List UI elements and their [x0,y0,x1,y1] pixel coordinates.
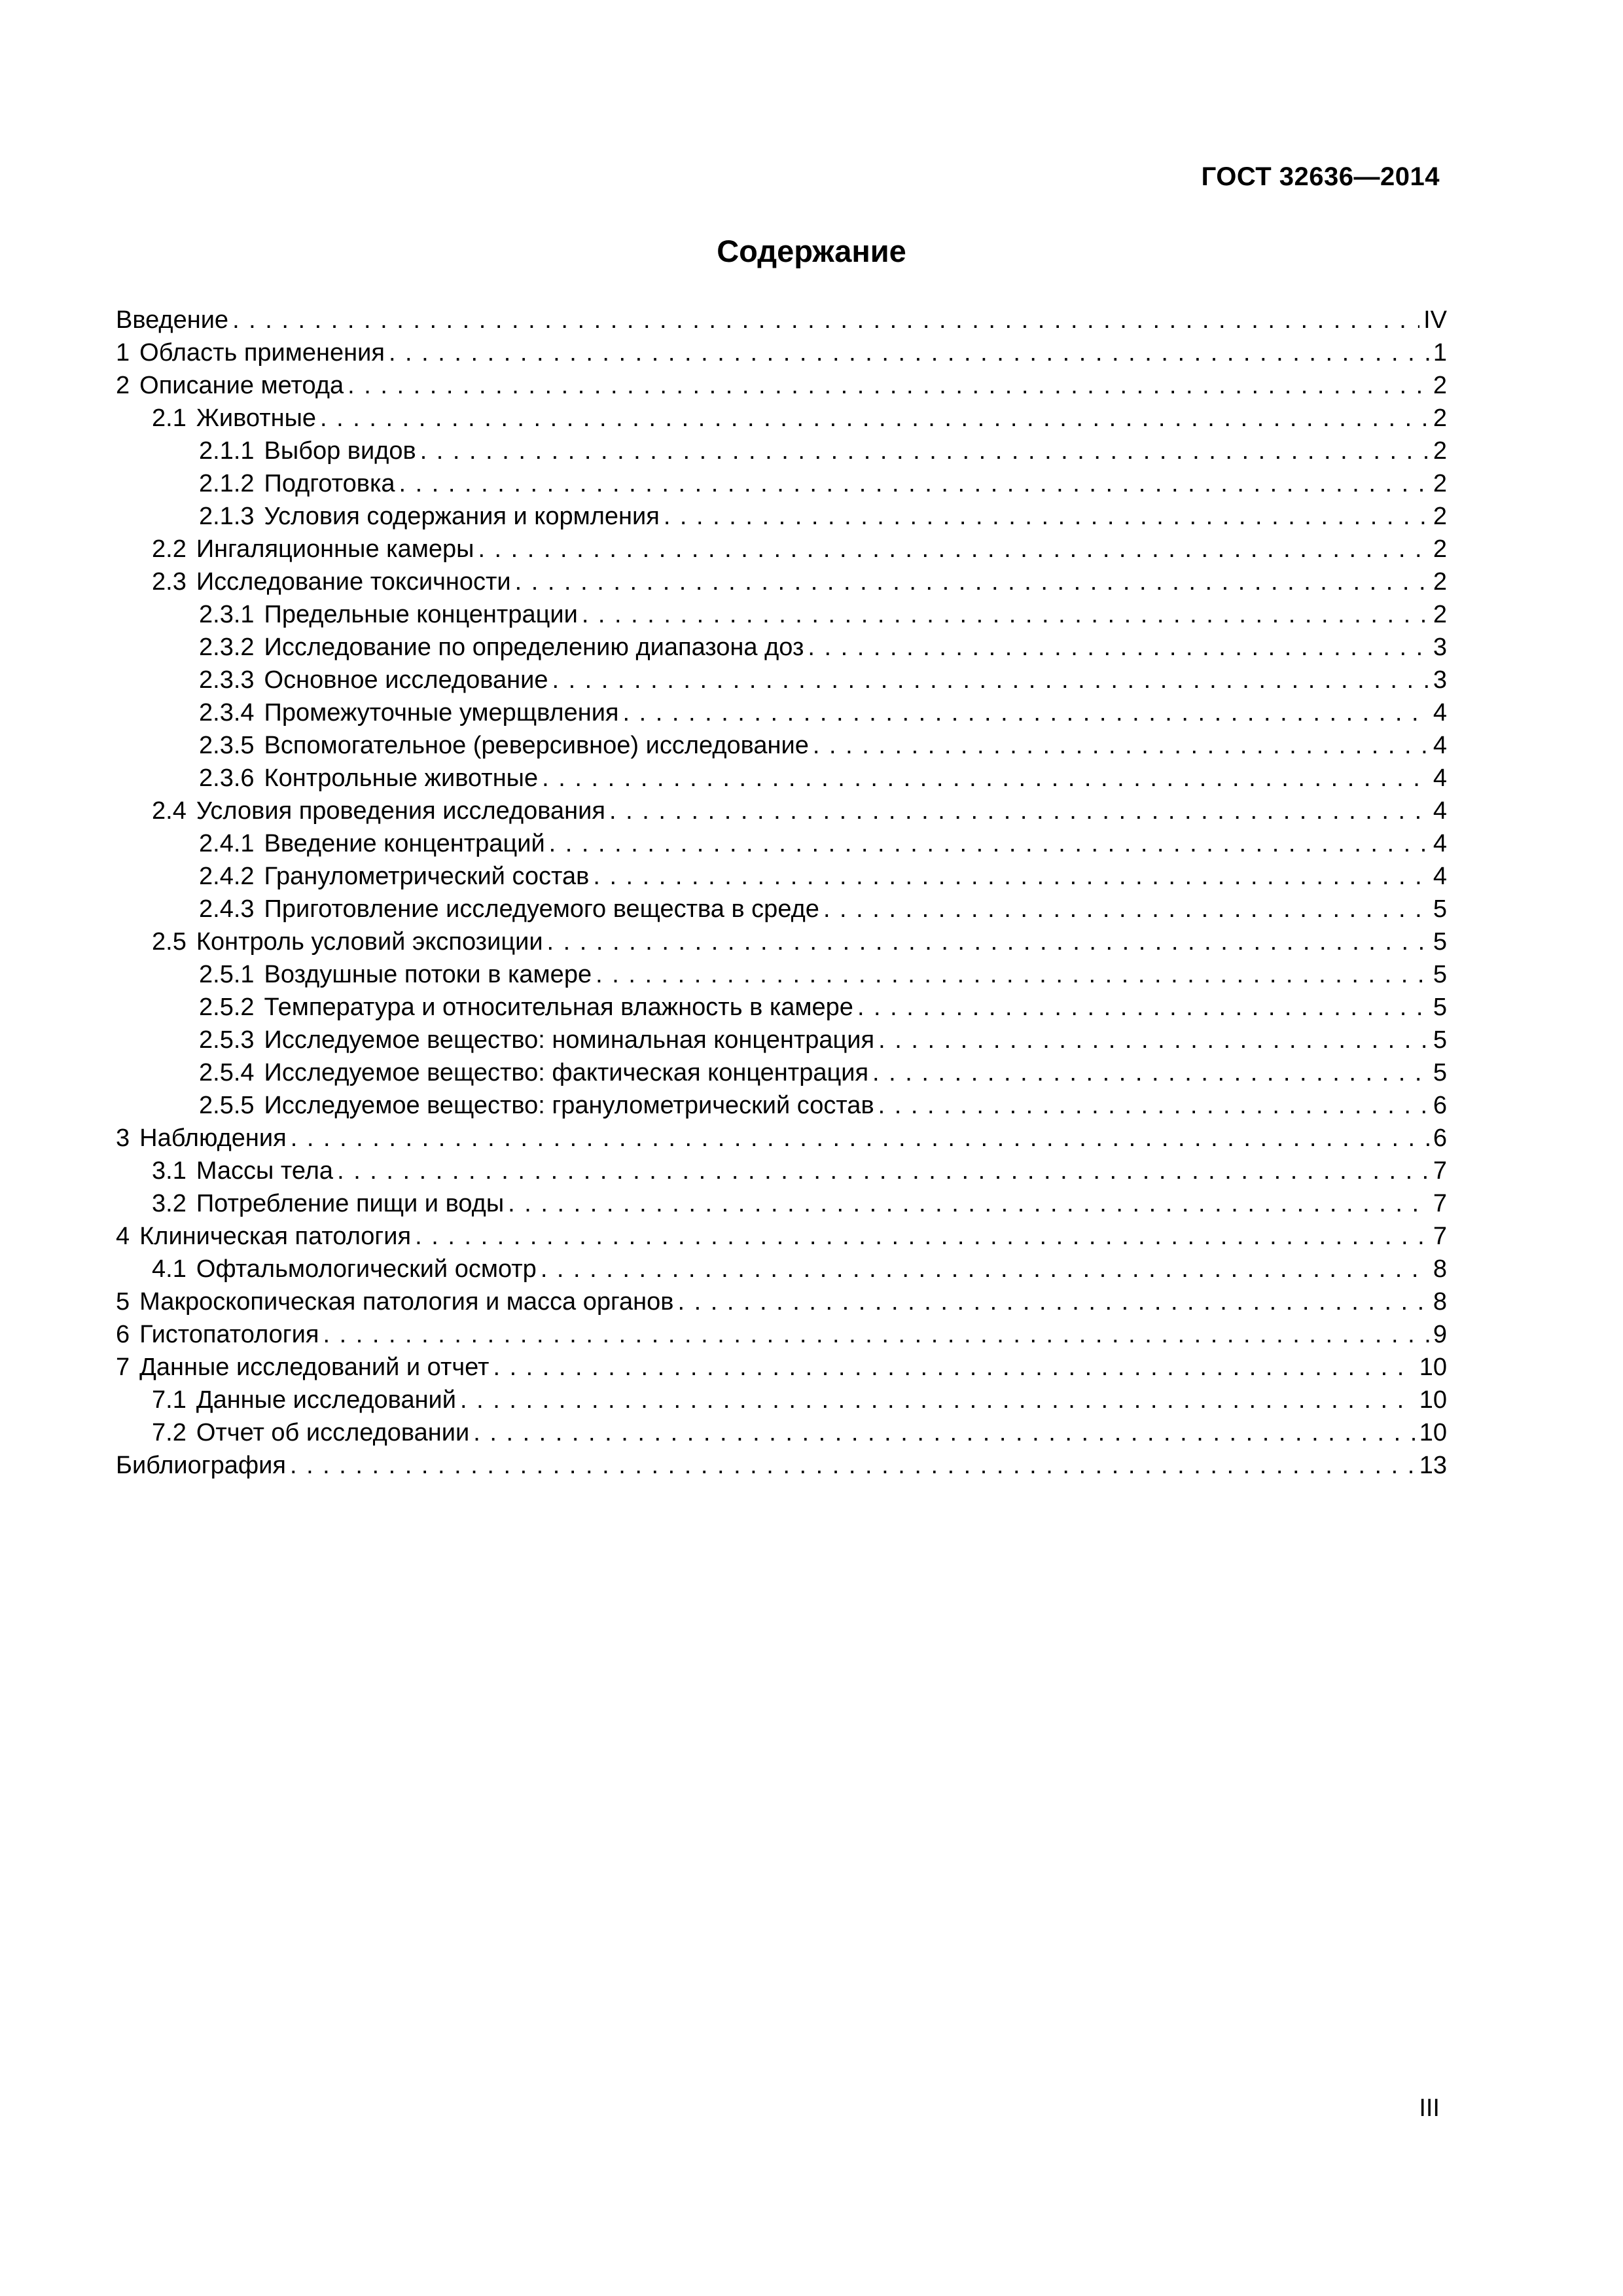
toc-entry-number: 2.3.4 [199,699,255,726]
toc-entry-number: 2.4.3 [199,895,255,923]
toc-entry-page: 10 [1419,1386,1447,1414]
dot-leader [541,1253,1429,1285]
dot-leader [290,1449,1416,1482]
dot-leader [823,893,1429,925]
toc-entry-label: Гранулометрический состав [264,863,590,890]
toc-entry-label: Температура и относительная влажность в камере [264,994,853,1021]
toc-entry[interactable] [116,467,1447,500]
toc-entry[interactable] [116,598,1447,631]
dot-leader [872,1056,1429,1089]
toc-entry[interactable] [116,1122,1447,1155]
toc-entry-page: 2 [1433,535,1447,563]
toc-entry-number: 5 [116,1288,130,1316]
dot-leader [291,1122,1429,1155]
toc-entry-number: 3.2 [152,1190,187,1217]
toc-entry-page: 2 [1433,470,1447,497]
toc-entry-number: 2.3.2 [199,634,255,661]
toc-entry-label: Выбор видов [264,437,416,465]
toc-entry-page: 5 [1433,895,1447,923]
toc-entry-page: 1 [1433,339,1447,367]
dot-leader [389,336,1429,369]
toc-entry-label: Контроль условий экспозиции [196,928,543,956]
toc-entry-label: Приготовление исследуемого вещества в среде [264,895,819,923]
toc-entry-label: Исследуемое вещество: гранулометрический состав [264,1092,874,1119]
toc-entry-number: 2.5.5 [199,1092,255,1119]
toc-entry-number: 2.4.1 [199,830,255,857]
dot-leader [547,925,1429,958]
toc-entry-page: 4 [1433,699,1447,726]
toc-entry-page: 2 [1433,404,1447,432]
dot-leader [399,467,1429,500]
toc-entry-number: 7 [116,1354,130,1381]
toc-entry-label: Введение [116,306,229,334]
toc-entry[interactable] [116,1089,1447,1122]
dot-leader [508,1187,1429,1220]
toc-entry-page: 7 [1433,1223,1447,1250]
toc-entry[interactable] [116,958,1447,991]
dot-leader [857,991,1429,1024]
dot-leader [337,1155,1429,1187]
toc-entry-page: 2 [1433,437,1447,465]
toc-entry-page: 2 [1433,601,1447,628]
toc-entry[interactable] [116,631,1447,664]
toc-entry[interactable] [116,435,1447,467]
table-of-contents [116,304,1447,1482]
dot-leader [323,1318,1429,1351]
toc-entry-label: Данные исследований и отчет [139,1354,490,1381]
toc-entry-label: Исследуемое вещество: фактическая концентрация [264,1059,869,1086]
toc-entry[interactable] [116,1024,1447,1056]
toc-entry-page: 5 [1433,928,1447,956]
toc-entry[interactable] [116,336,1447,369]
toc-entry-number: 3.1 [152,1157,187,1185]
dot-leader [808,631,1429,664]
toc-entry-label: Вспомогательное (реверсивное) исследование [264,732,809,759]
toc-entry[interactable] [116,696,1447,729]
toc-entry[interactable] [116,565,1447,598]
toc-entry-page: 4 [1433,830,1447,857]
toc-entry-number: 7.1 [152,1386,187,1414]
toc-entry-number: 2.4 [152,797,187,825]
toc-entry[interactable] [116,369,1447,402]
toc-entry[interactable] [116,827,1447,860]
toc-entry[interactable] [116,860,1447,893]
toc-entry-page: 2 [1433,372,1447,399]
toc-entry-page: 3 [1433,666,1447,694]
toc-entry-label: Библиография [116,1452,286,1479]
toc-entry-page: 2 [1433,503,1447,530]
toc-entry-label: Промежуточные умерщвления [264,699,619,726]
toc-entry[interactable] [116,304,1447,336]
toc-entry-page: 5 [1433,994,1447,1021]
toc-entry-page: 10 [1419,1354,1447,1381]
toc-entry-label: Наблюдения [139,1124,287,1152]
toc-entry-page: IV [1423,306,1447,334]
toc-entry-number: 1 [116,339,130,367]
toc-entry-page: 10 [1419,1419,1447,1446]
toc-entry[interactable] [116,533,1447,565]
document-code: ГОСТ 32636—2014 [1201,162,1440,191]
toc-entry-page: 4 [1433,764,1447,792]
page-title: Содержание [717,234,906,268]
toc-entry-label: Исследуемое вещество: номинальная концентрация [264,1026,875,1054]
toc-entry[interactable] [116,925,1447,958]
toc-entry[interactable] [116,1449,1447,1482]
toc-entry[interactable] [116,1318,1447,1351]
dot-leader [549,827,1429,860]
dot-leader [582,598,1429,631]
toc-entry-label: Условия проведения исследования [196,797,605,825]
toc-entry-number: 2.5.4 [199,1059,255,1086]
toc-entry-number: 2 [116,372,130,399]
toc-entry[interactable] [116,991,1447,1024]
toc-entry-page: 5 [1433,961,1447,988]
toc-entry-page: 6 [1433,1092,1447,1119]
toc-entry-label: Макроскопическая патология и масса органов [139,1288,674,1316]
toc-entry-number: 2.1.1 [199,437,255,465]
dot-leader [664,500,1429,533]
toc-entry[interactable] [116,664,1447,696]
toc-entry-label: Массы тела [196,1157,334,1185]
toc-entry-number: 2.3.3 [199,666,255,694]
toc-entry-label: Воздушные потоки в камере [264,961,592,988]
toc-entry-number: 2.2 [152,535,187,563]
toc-entry[interactable] [116,1384,1447,1416]
toc-entry[interactable] [116,729,1447,762]
toc-entry[interactable] [116,1351,1447,1384]
toc-entry-number: 2.5.3 [199,1026,255,1054]
toc-entry-number: 2.3.1 [199,601,255,628]
toc-entry-label: Животные [196,404,317,432]
toc-entry-page: 3 [1433,634,1447,661]
dot-leader [878,1089,1429,1122]
toc-entry[interactable] [116,1416,1447,1449]
dot-leader [623,696,1429,729]
toc-entry-page: 9 [1433,1321,1447,1348]
toc-entry-label: Предельные концентрации [264,601,578,628]
toc-entry-number: 2.1 [152,404,187,432]
dot-leader [542,762,1429,795]
dot-leader [420,435,1429,467]
toc-entry-label: Подготовка [264,470,395,497]
toc-entry-number: 2.1.3 [199,503,255,530]
toc-entry[interactable] [116,1056,1447,1089]
toc-entry-label: Клиническая патология [139,1223,412,1250]
toc-entry[interactable] [116,1253,1447,1285]
dot-leader [677,1285,1429,1318]
toc-entry-number: 7.2 [152,1419,187,1446]
toc-entry-number: 2.4.2 [199,863,255,890]
toc-entry-label: Основное исследование [264,666,548,694]
toc-entry-page: 7 [1433,1190,1447,1217]
dot-leader [552,664,1429,696]
dot-leader [232,304,1419,336]
toc-entry-label: Отчет об исследовании [196,1419,470,1446]
dot-leader [478,533,1429,565]
toc-entry[interactable] [116,1155,1447,1187]
toc-entry[interactable] [116,1187,1447,1220]
toc-entry-label: Данные исследований [196,1386,457,1414]
dot-leader [320,402,1429,435]
toc-entry-page: 6 [1433,1124,1447,1152]
toc-entry[interactable] [116,402,1447,435]
toc-entry-label: Потребление пищи и воды [196,1190,505,1217]
toc-entry-number: 2.3.6 [199,764,255,792]
toc-entry-page: 13 [1419,1452,1447,1479]
dot-leader [493,1351,1415,1384]
toc-entry[interactable] [116,893,1447,925]
toc-entry-page: 5 [1433,1026,1447,1054]
toc-entry-number: 2.3 [152,568,187,596]
toc-entry-label: Офтальмологический осмотр [196,1255,537,1283]
dot-leader [473,1416,1416,1449]
toc-entry-number: 2.5 [152,928,187,956]
toc-entry-label: Контрольные животные [264,764,539,792]
toc-entry-number: 2.1.2 [199,470,255,497]
toc-entry-number: 2.5.2 [199,994,255,1021]
toc-entry-number: 2.3.5 [199,732,255,759]
dot-leader [813,729,1429,762]
toc-entry[interactable] [116,795,1447,827]
toc-entry-number: 3 [116,1124,130,1152]
dot-leader [515,565,1429,598]
toc-entry-number: 4 [116,1223,130,1250]
toc-entry-page: 8 [1433,1255,1447,1283]
dot-leader [460,1384,1416,1416]
toc-entry-page: 5 [1433,1059,1447,1086]
toc-entry-label: Ингаляционные камеры [196,535,474,563]
toc-entry-label: Введение концентраций [264,830,545,857]
dot-leader [596,958,1429,991]
toc-entry-label: Условия содержания и кормления [264,503,660,530]
toc-entry-page: 7 [1433,1157,1447,1185]
toc-entry-page: 4 [1433,732,1447,759]
toc-entry[interactable] [116,762,1447,795]
toc-entry-number: 6 [116,1321,130,1348]
dot-leader [878,1024,1429,1056]
toc-entry-page: 4 [1433,797,1447,825]
page-number: III [1419,2094,1440,2122]
dot-leader [593,860,1429,893]
toc-entry-label: Область применения [139,339,385,367]
toc-entry-page: 4 [1433,863,1447,890]
toc-entry-page: 2 [1433,568,1447,596]
toc-entry-label: Исследование по определению диапазона доз [264,634,804,661]
dot-leader [415,1220,1429,1253]
toc-entry-number: 2.5.1 [199,961,255,988]
toc-entry-label: Гистопатология [139,1321,319,1348]
toc-entry-label: Описание метода [139,372,344,399]
toc-entry-number: 4.1 [152,1255,187,1283]
toc-entry[interactable] [116,1285,1447,1318]
toc-entry-label: Исследование токсичности [196,568,511,596]
dot-leader [348,369,1429,402]
toc-entry[interactable] [116,500,1447,533]
dot-leader [609,795,1429,827]
toc-entry-page: 8 [1433,1288,1447,1316]
toc-entry[interactable] [116,1220,1447,1253]
